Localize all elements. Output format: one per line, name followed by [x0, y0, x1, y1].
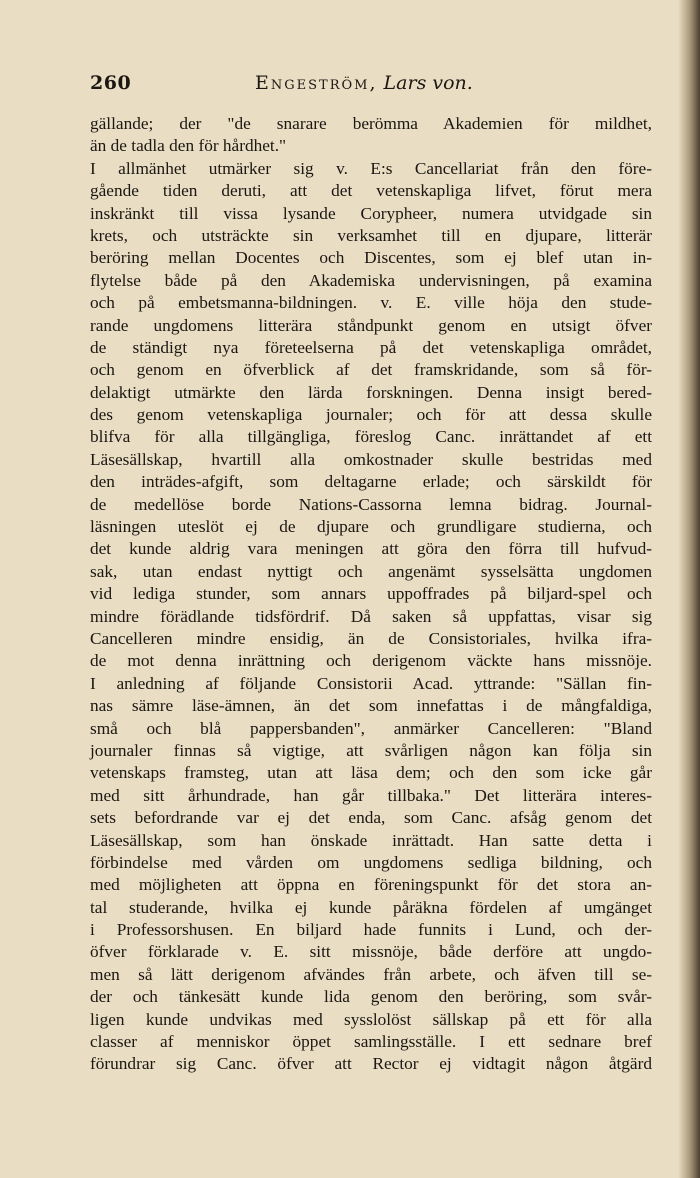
- text-line: Läsesällskap, som han önskade inrättadt. Han satte detta i: [90, 830, 652, 850]
- text-line: sak, utan endast nyttigt och angenämt sysselsätta ungdomen: [90, 561, 652, 581]
- text-line: beröring mellan Docentes och Discentes, som ej blef utan in-: [90, 248, 652, 268]
- text-line: med sitt århundrade, han går tillbaka." Det litterära interes-: [90, 785, 652, 805]
- text-line: delaktigt utmärkte den lärda forskningen. Denna insigt bered-: [90, 382, 652, 402]
- text-line: än de tadla den för hårdhet.": [90, 136, 287, 156]
- text-line: gående tiden deruti, att det vetenskapliga lifvet, förut mera: [90, 181, 652, 201]
- text-line: des genom vetenskapliga journaler; och för att dessa skulle: [90, 405, 652, 425]
- text-line: förundrar sig Canc. öfver att Rector ej vidtagit någon åtgärd: [90, 1054, 652, 1074]
- text-line: inskränkt till vissa lysande Corypheer, numera utvidgade sin: [90, 203, 652, 223]
- text-line: de medellöse borde Nations-Cassorna lemna bidrag. Journal-: [90, 494, 652, 514]
- text-line: journaler finnas så vigtige, att svårligen någon kan följa sin: [90, 740, 652, 760]
- text-line: vetenskaps framsteg, utan att läsa dem; och den som icke går: [90, 763, 652, 783]
- text-line: det kunde aldrig vara meningen att göra den förra till hufvud-: [90, 539, 652, 559]
- text-line: läsningen uteslöt ej de djupare och grundligare studierna, och: [90, 517, 652, 537]
- page-number: 260: [90, 72, 132, 94]
- text-line: blifva för alla tillgängliga, föreslog Canc. inrättandet af ett: [90, 427, 652, 447]
- text-line: vid lediga stunder, som annars uppoffrades på biljard-spel och: [90, 584, 652, 604]
- text-line: I anledning af följande Consistorii Acad. yttrande: "Sällan fin-: [90, 673, 652, 693]
- text-line: rande ungdomens litterära ståndpunkt genom en utsigt öfver: [90, 315, 652, 335]
- text-line: krets, och utsträckte sin verksamhet till en djupare, litterär: [90, 225, 652, 245]
- text-line: Cancelleren mindre ensidig, än de Consistoriales, hvilka ifra-: [90, 628, 652, 648]
- text-line: de mot denna inrättning och derigenom väckte hans missnöje.: [90, 651, 652, 671]
- text-line: I allmänhet utmärker sig v. E:s Cancellariat från den före-: [90, 158, 652, 178]
- text-line: der och tänkesätt kunde lida genom den beröring, som svår-: [90, 987, 652, 1007]
- body-text: [90, 113, 652, 1076]
- text-line: gällande; der "de snarare berömma Akademien för mildhet,: [90, 114, 652, 133]
- text-line: flytelse både på den Akademiska undervisningen, på examina: [90, 270, 652, 290]
- text-line: nas sämre läse-ämnen, än det som innefattas i de mångfaldiga,: [90, 696, 652, 716]
- text-line: öfver förklarade v. E. sitt missnöje, både derföre att ungdo-: [90, 942, 652, 962]
- running-title: [255, 72, 473, 94]
- text-line: och på embetsmanna-bildningen. v. E. ville höja den stude-: [90, 293, 652, 313]
- running-header: [90, 72, 654, 102]
- page-gutter-shadow: [678, 0, 700, 1178]
- text-line: förbindelse med vården om ungdomens sedliga bildning, och: [90, 852, 652, 872]
- text-line: med möjligheten att öppna en föreningspunkt för det stora an-: [90, 875, 652, 895]
- running-title-given-name: Lars von.: [383, 72, 473, 94]
- text-line: tal studerande, hvilka ej kunde påräkna fördelen af umgänget: [90, 897, 652, 917]
- text-line: men så lätt derigenom afvändes från arbete, och äfven till se-: [90, 964, 652, 984]
- text-line: Läsesällskap, hvartill alla omkostnader skulle bestridas med: [90, 449, 652, 469]
- text-line: mindre förädlande tidsfördrif. Då saken så uppfattas, visar sig: [90, 606, 652, 626]
- text-line: den inträdes-afgift, som deltagarne erlade; och särskildt för: [90, 472, 652, 492]
- text-line: classer af menniskor öppet samlingsställe. I ett sednare bref: [90, 1032, 652, 1052]
- text-line: ligen kunde undvikas med sysslolöst sällskap på ett för alla: [90, 1009, 652, 1029]
- text-line: och genom en öfverblick af det framskridande, som så för-: [90, 360, 652, 380]
- text-line: i Professorshusen. En biljard hade funnits i Lund, och der-: [90, 920, 652, 940]
- text-line: de ständigt nya företeelserna på det vetenskapliga området,: [90, 337, 652, 357]
- running-title-surname: Engeström,: [255, 72, 378, 94]
- text-line: små och blå pappersbanden", anmärker Cancelleren: "Bland: [90, 718, 652, 738]
- text-line: sets befordrande var ej det enda, som Canc. afsåg genom det: [90, 808, 652, 828]
